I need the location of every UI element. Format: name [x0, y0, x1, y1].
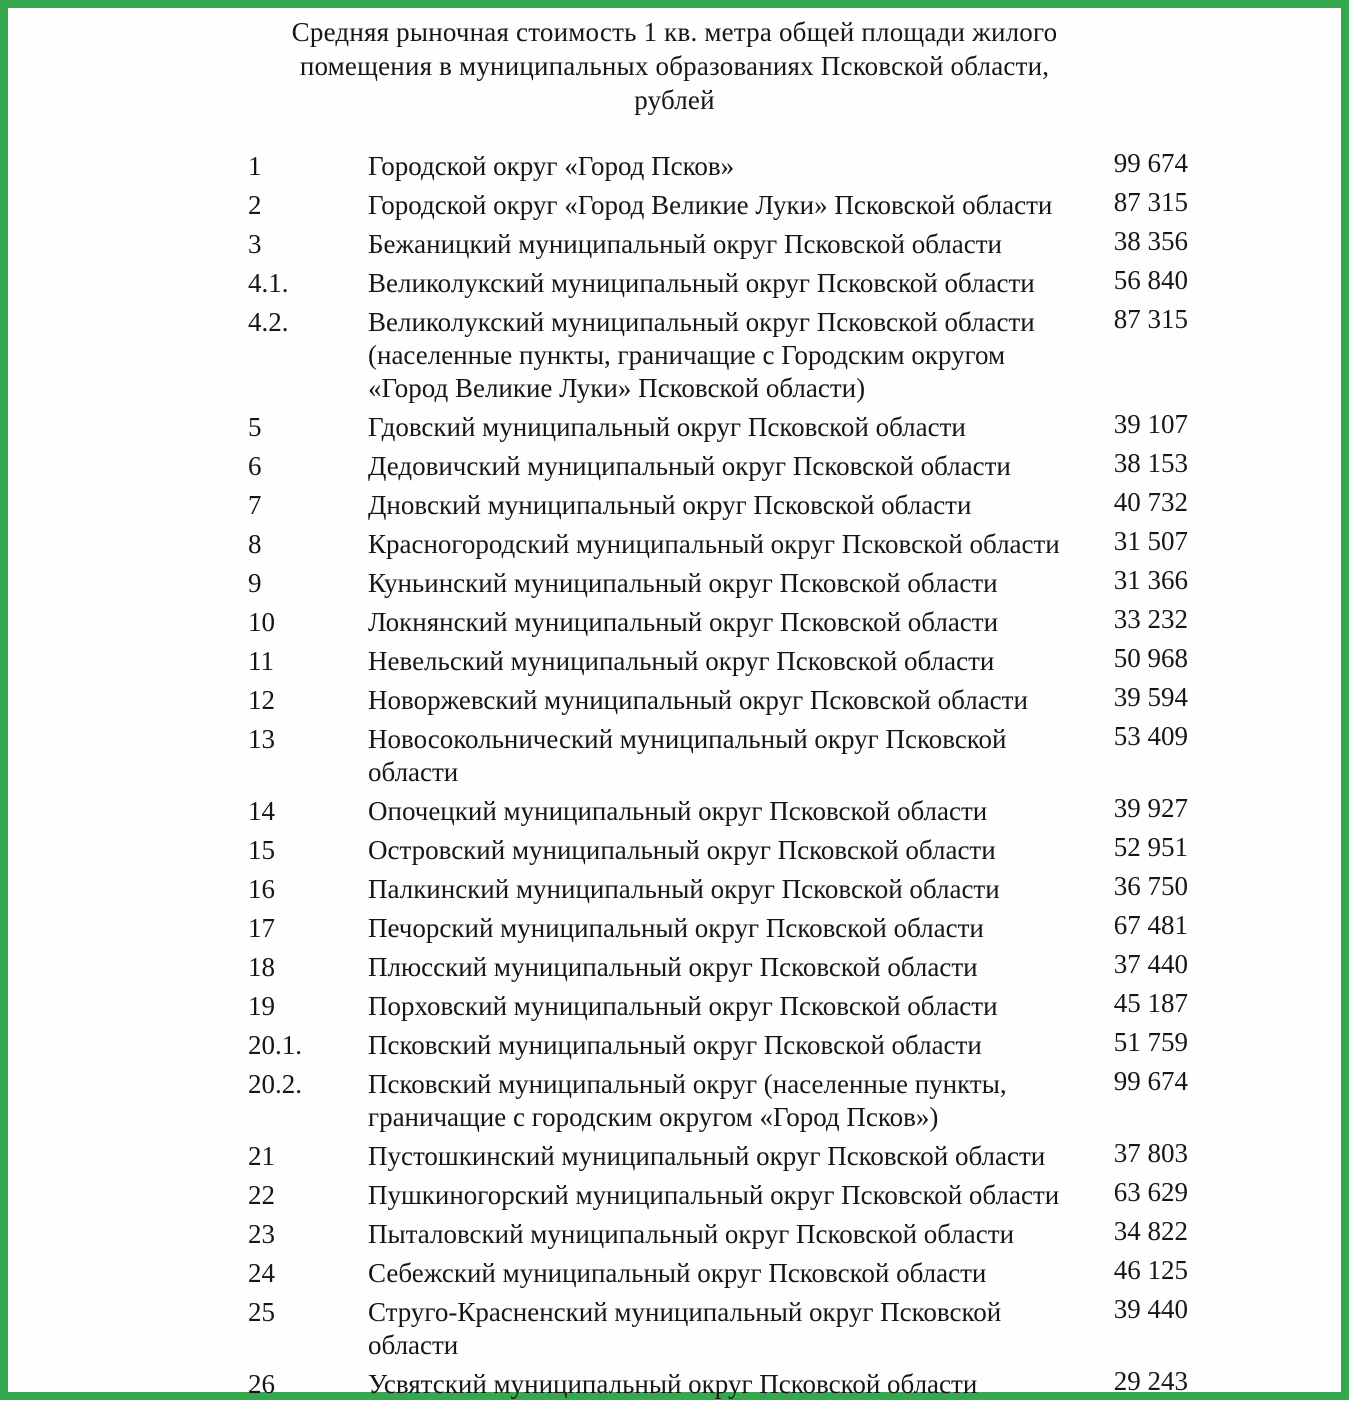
row-name: Гдовский муниципальный округ Псковской области [368, 412, 966, 442]
row-number: 17 [248, 913, 275, 943]
row-number: 13 [248, 724, 275, 754]
row-number: 22 [248, 1180, 275, 1210]
row-name: Куньинский муниципальный округ Псковской области [368, 568, 998, 598]
row-number: 4.1. [248, 268, 289, 298]
row-number: 9 [248, 568, 262, 598]
row-name: Плюсский муниципальный округ Псковской области [368, 952, 978, 982]
table-row [8, 1215, 1341, 1254]
row-name: Опочецкий муниципальный округ Псковской области [368, 796, 988, 826]
table-row [8, 564, 1341, 603]
row-value: 38 153 [1113, 448, 1188, 478]
row-number: 24 [248, 1258, 275, 1288]
row-value: 53 409 [1113, 721, 1188, 751]
row-value: 39 440 [1113, 1294, 1188, 1324]
row-number: 14 [248, 796, 275, 826]
row-number: 3 [248, 229, 262, 259]
row-name: Пустошкинский муниципальный округ Псковской области [368, 1141, 1046, 1171]
document-title: Средняя рыночная стоимость 1 кв. метра общей площади жилого помещения в муниципальных образованиях Псковской области, рублей [291, 17, 1058, 115]
table-row [8, 447, 1341, 486]
row-name: Псковский муниципальный округ (населенные пункты, граничащие с городским округом «Город Псков») [368, 1069, 1007, 1132]
row-name: Локнянский муниципальный округ Псковской области [368, 607, 999, 637]
row-value: 34 822 [1113, 1216, 1188, 1246]
row-value: 31 366 [1113, 565, 1188, 595]
table-row [8, 1137, 1341, 1176]
table-row [8, 1293, 1341, 1365]
row-name: Великолукский муниципальный округ Псковской области (населенные пункты, граничащие с Городским округом «Город Великие Луки» Псковской области) [368, 307, 1035, 403]
row-value: 38 356 [1113, 226, 1188, 256]
municipality-table [8, 147, 1341, 1404]
table-row [8, 1254, 1341, 1293]
row-value: 37 803 [1113, 1138, 1188, 1168]
row-value: 39 594 [1113, 682, 1188, 712]
row-value: 39 927 [1113, 793, 1188, 823]
row-name: Дновский муниципальный округ Псковской области [368, 490, 972, 520]
row-number: 12 [248, 685, 275, 715]
row-name: Новосокольнический муниципальный округ Псковской области [368, 724, 1007, 787]
row-number: 11 [248, 646, 274, 676]
row-name: Себежский муниципальный округ Псковской области [368, 1258, 987, 1288]
row-number: 5 [248, 412, 262, 442]
row-name: Городской округ «Город Великие Луки» Псковской области [368, 190, 1053, 220]
row-name: Печорский муниципальный округ Псковской области [368, 913, 984, 943]
table-row [8, 642, 1341, 681]
row-name: Городской округ «Город Псков» [368, 151, 735, 181]
row-name: Красногородский муниципальный округ Псковской области [368, 529, 1060, 559]
table-row [8, 264, 1341, 303]
row-number: 23 [248, 1219, 275, 1249]
table-row [8, 870, 1341, 909]
row-value: 67 481 [1113, 910, 1188, 940]
row-value: 52 951 [1113, 832, 1188, 862]
row-value: 50 968 [1113, 643, 1188, 673]
row-name: Палкинский муниципальный округ Псковской области [368, 874, 1000, 904]
row-number: 20.1. [248, 1030, 302, 1060]
row-name: Бежаницкий муниципальный округ Псковской области [368, 229, 1002, 259]
table-row [8, 303, 1341, 408]
row-value: 63 629 [1113, 1177, 1188, 1207]
row-value: 29 243 [1113, 1366, 1188, 1396]
table-row [8, 186, 1341, 225]
row-value: 87 315 [1113, 187, 1188, 217]
row-number: 21 [248, 1141, 275, 1171]
table-row [8, 147, 1341, 186]
row-number: 1 [248, 151, 262, 181]
table-row [8, 1365, 1341, 1404]
row-number: 2 [248, 190, 262, 220]
row-number: 4.2. [248, 307, 289, 337]
row-name: Пушкиногорский муниципальный округ Псковской области [368, 1180, 1060, 1210]
row-number: 6 [248, 451, 262, 481]
row-value: 99 674 [1113, 1066, 1188, 1096]
row-number: 20.2. [248, 1069, 302, 1099]
table-row [8, 408, 1341, 447]
row-name: Островский муниципальный округ Псковской области [368, 835, 996, 865]
row-number: 16 [248, 874, 275, 904]
row-value: 36 750 [1113, 871, 1188, 901]
row-value: 31 507 [1113, 526, 1188, 556]
table-row [8, 603, 1341, 642]
table-row [8, 909, 1341, 948]
table-row [8, 525, 1341, 564]
row-number: 10 [248, 607, 275, 637]
row-name: Струго-Красненский муниципальный округ Псковской области [368, 1297, 1002, 1360]
row-value: 37 440 [1113, 949, 1188, 979]
row-value: 33 232 [1113, 604, 1188, 634]
table-row [8, 792, 1341, 831]
row-value: 87 315 [1113, 304, 1188, 334]
row-value: 56 840 [1113, 265, 1188, 295]
table-row [8, 486, 1341, 525]
row-name: Порховский муниципальный округ Псковской области [368, 991, 998, 1021]
row-number: 15 [248, 835, 275, 865]
row-name: Великолукский муниципальный округ Псковской области [368, 268, 1035, 298]
row-value: 51 759 [1113, 1027, 1188, 1057]
table-row [8, 1026, 1341, 1065]
row-number: 26 [248, 1369, 275, 1399]
table-row [8, 831, 1341, 870]
row-number: 8 [248, 529, 262, 559]
row-name: Дедовичский муниципальный округ Псковской области [368, 451, 1011, 481]
row-value: 45 187 [1113, 988, 1188, 1018]
row-name: Пыталовский муниципальный округ Псковской области [368, 1219, 1015, 1249]
table-row [8, 720, 1341, 792]
row-number: 19 [248, 991, 275, 1021]
row-value: 99 674 [1113, 148, 1188, 178]
table-row [8, 987, 1341, 1026]
row-value: 46 125 [1113, 1255, 1188, 1285]
row-name: Невельский муниципальный округ Псковской области [368, 646, 995, 676]
row-name: Усвятский муниципальный округ Псковской области [368, 1369, 978, 1399]
row-value: 39 107 [1113, 409, 1188, 439]
row-number: 7 [248, 490, 262, 520]
row-number: 25 [248, 1297, 275, 1327]
row-value: 40 732 [1113, 487, 1188, 517]
table-row [8, 1176, 1341, 1215]
row-name: Псковский муниципальный округ Псковской области [368, 1030, 982, 1060]
table-row [8, 1065, 1341, 1137]
table-row [8, 225, 1341, 264]
table-row [8, 948, 1341, 987]
row-number: 18 [248, 952, 275, 982]
table-row [8, 681, 1341, 720]
row-name: Новоржевский муниципальный округ Псковской области [368, 685, 1028, 715]
